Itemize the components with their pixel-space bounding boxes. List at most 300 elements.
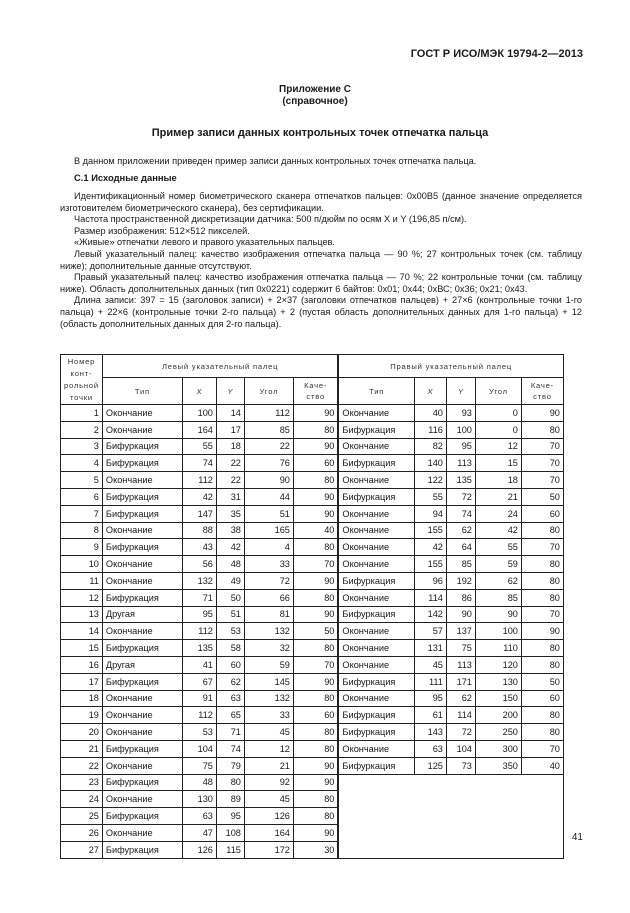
- right-quality-cell: 90: [521, 405, 563, 422]
- left-angle-cell: 21: [244, 757, 293, 774]
- right-angle-cell: 120: [475, 656, 521, 673]
- right-angle-cell: 59: [475, 556, 521, 573]
- left-type-cell: Бифуркация: [102, 539, 182, 556]
- point-number-cell: 18: [61, 690, 103, 707]
- right-quality-cell: 80: [521, 572, 563, 589]
- left-y-cell: 51: [216, 606, 244, 623]
- right-angle-cell: 110: [475, 640, 521, 657]
- left-angle-cell: 51: [244, 505, 293, 522]
- left-quality-cell: 90: [293, 673, 338, 690]
- left-quality-cell: 90: [293, 488, 338, 505]
- right-y-cell: 113: [446, 455, 475, 472]
- left-quality-cell: 80: [293, 472, 338, 489]
- left-angle-cell: 45: [244, 791, 293, 808]
- right-x-cell: 142: [414, 606, 446, 623]
- left-y-cell: 58: [216, 640, 244, 657]
- point-number-cell: 27: [61, 841, 103, 858]
- minutiae-table: [60, 354, 564, 859]
- left-type-cell: Окончание: [102, 707, 182, 724]
- right-type-cell: Окончание: [338, 472, 414, 489]
- right-y-cell: 72: [446, 724, 475, 741]
- point-number-cell: 20: [61, 724, 103, 741]
- paragraph: Правый указательный палец: качество изображения отпечатка пальца — 70 %; 22 контрольные точки (см. таблицу ниже). Область дополнительных данных (тип 0х0221) содержит 6 байтов: 0х01; 0х44; 0хВС; 0х36; 0х21; 0х43.: [60, 272, 582, 294]
- left-quality-cell: 90: [293, 438, 338, 455]
- table-row: [61, 740, 564, 757]
- right-angle-cell: 24: [475, 505, 521, 522]
- left-quality-cell: 90: [293, 757, 338, 774]
- left-y-cell: 80: [216, 774, 244, 791]
- left-y-cell: 14: [216, 405, 244, 422]
- table-row: [61, 505, 564, 522]
- left-angle-cell: 92: [244, 774, 293, 791]
- right-quality-cell: 40: [521, 757, 563, 774]
- point-number-cell: 10: [61, 556, 103, 573]
- right-quality-cell: 80: [521, 656, 563, 673]
- left-type-cell: Бифуркация: [102, 455, 182, 472]
- left-x-cell: 130: [182, 791, 216, 808]
- point-number-cell: 16: [61, 656, 103, 673]
- right-y-cell: 85: [446, 556, 475, 573]
- right-angle-cell: 300: [475, 740, 521, 757]
- body-text: [60, 191, 582, 330]
- right-angle-cell: 200: [475, 707, 521, 724]
- right-y-cell: 90: [446, 606, 475, 623]
- right-quality-cell: 70: [521, 438, 563, 455]
- left-quality-cell: 70: [293, 556, 338, 573]
- right-x-cell: 57: [414, 623, 446, 640]
- right-x-cell: 143: [414, 724, 446, 741]
- right-angle-cell: 250: [475, 724, 521, 741]
- left-type-cell: Другая: [102, 606, 182, 623]
- table-row: [61, 522, 564, 539]
- right-type-cell: Окончание: [338, 405, 414, 422]
- left-y-cell: 48: [216, 556, 244, 573]
- left-angle-cell: 22: [244, 438, 293, 455]
- right-x-cell: 45: [414, 656, 446, 673]
- left-y-cell: 53: [216, 623, 244, 640]
- left-y-cell: 95: [216, 808, 244, 825]
- left-x-cell: 71: [182, 589, 216, 606]
- right-quality-cell: 80: [521, 640, 563, 657]
- left-x-cell: 112: [182, 707, 216, 724]
- right-type-cell: Окончание: [338, 623, 414, 640]
- point-number-cell: 8: [61, 522, 103, 539]
- right-angle-cell: 18: [475, 472, 521, 489]
- right-quality-cell: 90: [521, 623, 563, 640]
- left-x-cell: 88: [182, 522, 216, 539]
- left-x-cell: 75: [182, 757, 216, 774]
- right-quality-cell: 80: [521, 556, 563, 573]
- right-quality-cell: 70: [521, 740, 563, 757]
- left-quality-cell: 70: [293, 656, 338, 673]
- annex-title: Приложение С: [279, 84, 351, 95]
- right-type-cell: Бифуркация: [338, 606, 414, 623]
- left-angle-cell: 45: [244, 724, 293, 741]
- point-number-cell: 14: [61, 623, 103, 640]
- left-x-cell: 95: [182, 606, 216, 623]
- left-y-cell: 65: [216, 707, 244, 724]
- right-quality-cell: 80: [521, 724, 563, 741]
- left-angle-cell: 85: [244, 421, 293, 438]
- header-point-number: Номер конт-рольной точки: [61, 355, 103, 405]
- header-y: Y: [446, 378, 475, 405]
- right-x-cell: 55: [414, 488, 446, 505]
- table-row: [61, 690, 564, 707]
- right-angle-cell: 100: [475, 623, 521, 640]
- right-type-cell: Окончание: [338, 539, 414, 556]
- left-type-cell: Бифуркация: [102, 640, 182, 657]
- point-number-cell: 26: [61, 824, 103, 841]
- left-type-cell: Бифуркация: [102, 438, 182, 455]
- header-y: Y: [216, 378, 244, 405]
- point-number-cell: 22: [61, 757, 103, 774]
- point-number-cell: 9: [61, 539, 103, 556]
- left-type-cell: Другая: [102, 656, 182, 673]
- left-type-cell: Окончание: [102, 690, 182, 707]
- left-quality-cell: 60: [293, 455, 338, 472]
- right-y-cell: 93: [446, 405, 475, 422]
- right-quality-cell: 80: [521, 421, 563, 438]
- table-row: [61, 623, 564, 640]
- left-quality-cell: 80: [293, 791, 338, 808]
- right-y-cell: 73: [446, 757, 475, 774]
- paragraph: Левый указательный палец: качество изображения отпечатка пальца — 90 %; 27 контрольных точек (см. таблицу ниже); дополнительные данные отсутствуют.: [60, 248, 582, 271]
- left-y-cell: 22: [216, 472, 244, 489]
- left-type-cell: Окончание: [102, 405, 182, 422]
- header-quality: Каче-ство: [293, 378, 338, 405]
- header-left-finger: Левый указательный палец: [102, 355, 338, 378]
- point-number-cell: 19: [61, 707, 103, 724]
- right-x-cell: 42: [414, 539, 446, 556]
- right-x-cell: 116: [414, 421, 446, 438]
- right-x-cell: 131: [414, 640, 446, 657]
- left-y-cell: 115: [216, 841, 244, 858]
- right-angle-cell: 62: [475, 572, 521, 589]
- right-type-cell: Окончание: [338, 589, 414, 606]
- left-angle-cell: 32: [244, 640, 293, 657]
- left-type-cell: Бифуркация: [102, 488, 182, 505]
- right-x-cell: 40: [414, 405, 446, 422]
- left-quality-cell: 80: [293, 808, 338, 825]
- left-type-cell: Бифуркация: [102, 505, 182, 522]
- left-y-cell: 108: [216, 824, 244, 841]
- left-type-cell: Окончание: [102, 421, 182, 438]
- left-quality-cell: 80: [293, 724, 338, 741]
- point-number-cell: 21: [61, 740, 103, 757]
- table-row: [61, 472, 564, 489]
- left-x-cell: 41: [182, 656, 216, 673]
- table-row: [61, 421, 564, 438]
- page-title: Пример записи данных контрольных точек отпечатка пальца: [151, 127, 489, 139]
- left-y-cell: 62: [216, 673, 244, 690]
- table-row: [61, 707, 564, 724]
- left-y-cell: 89: [216, 791, 244, 808]
- left-x-cell: 48: [182, 774, 216, 791]
- right-y-cell: 64: [446, 539, 475, 556]
- right-y-cell: 137: [446, 623, 475, 640]
- left-angle-cell: 72: [244, 572, 293, 589]
- paragraph: Размер изображения: 512×512 пикселей.: [74, 225, 250, 236]
- point-number-cell: 4: [61, 455, 103, 472]
- annex-type: (справочное): [282, 96, 348, 107]
- left-x-cell: 55: [182, 438, 216, 455]
- table-row: [61, 673, 564, 690]
- left-y-cell: 35: [216, 505, 244, 522]
- left-angle-cell: 112: [244, 405, 293, 422]
- left-y-cell: 49: [216, 572, 244, 589]
- intro-paragraph: В данном приложении приведен пример записи данных контрольных точек отпечатка пальца.: [74, 156, 477, 166]
- left-x-cell: 100: [182, 405, 216, 422]
- right-angle-cell: 150: [475, 690, 521, 707]
- right-angle-cell: 12: [475, 438, 521, 455]
- table-row: [61, 572, 564, 589]
- paragraph: Идентификационный номер биометрического сканера отпечатков пальцев: 0х00В5 (данное значение определяется изготовителем биометрического сканера), без сертификации.: [60, 191, 582, 213]
- left-type-cell: Окончание: [102, 572, 182, 589]
- left-y-cell: 60: [216, 656, 244, 673]
- right-x-cell: 63: [414, 740, 446, 757]
- left-x-cell: 47: [182, 824, 216, 841]
- left-angle-cell: 33: [244, 556, 293, 573]
- left-angle-cell: 90: [244, 472, 293, 489]
- point-number-cell: 23: [61, 774, 103, 791]
- left-angle-cell: 59: [244, 656, 293, 673]
- right-quality-cell: 50: [521, 488, 563, 505]
- table-row: [61, 438, 564, 455]
- right-x-cell: 125: [414, 757, 446, 774]
- left-angle-cell: 76: [244, 455, 293, 472]
- point-number-cell: 6: [61, 488, 103, 505]
- right-type-cell: Окончание: [338, 656, 414, 673]
- left-angle-cell: 132: [244, 690, 293, 707]
- left-type-cell: Окончание: [102, 522, 182, 539]
- table-row: [61, 556, 564, 573]
- header-angle: Угол: [244, 378, 293, 405]
- right-quality-cell: 50: [521, 673, 563, 690]
- left-x-cell: 42: [182, 488, 216, 505]
- section-heading: С.1 Исходные данные: [74, 172, 177, 183]
- header-type: Тип: [338, 378, 414, 405]
- left-x-cell: 74: [182, 455, 216, 472]
- point-number-cell: 15: [61, 640, 103, 657]
- left-angle-cell: 81: [244, 606, 293, 623]
- left-quality-cell: 50: [293, 623, 338, 640]
- right-type-cell: Бифуркация: [338, 707, 414, 724]
- right-x-cell: 95: [414, 690, 446, 707]
- right-x-cell: 122: [414, 472, 446, 489]
- right-y-cell: 114: [446, 707, 475, 724]
- point-number-cell: 12: [61, 589, 103, 606]
- point-number-cell: 17: [61, 673, 103, 690]
- left-angle-cell: 33: [244, 707, 293, 724]
- table-row: [61, 455, 564, 472]
- point-number-cell: 11: [61, 572, 103, 589]
- left-angle-cell: 165: [244, 522, 293, 539]
- right-angle-cell: 21: [475, 488, 521, 505]
- point-number-cell: 7: [61, 505, 103, 522]
- left-x-cell: 132: [182, 572, 216, 589]
- table-row: [61, 724, 564, 741]
- right-angle-cell: 85: [475, 589, 521, 606]
- left-angle-cell: 44: [244, 488, 293, 505]
- right-y-cell: 62: [446, 690, 475, 707]
- left-x-cell: 67: [182, 673, 216, 690]
- left-quality-cell: 90: [293, 774, 338, 791]
- right-x-cell: 140: [414, 455, 446, 472]
- point-number-cell: 25: [61, 808, 103, 825]
- right-angle-cell: 0: [475, 405, 521, 422]
- left-angle-cell: 132: [244, 623, 293, 640]
- right-x-cell: 96: [414, 572, 446, 589]
- point-number-cell: 1: [61, 405, 103, 422]
- paragraph: Частота пространственной дискретизации датчика: 500 п/дюйм по осям X и Y (196,85 п/см).: [74, 214, 467, 225]
- left-x-cell: 112: [182, 472, 216, 489]
- left-type-cell: Бифуркация: [102, 808, 182, 825]
- point-number-cell: 2: [61, 421, 103, 438]
- header-x: X: [414, 378, 446, 405]
- left-quality-cell: 90: [293, 606, 338, 623]
- left-angle-cell: 126: [244, 808, 293, 825]
- left-x-cell: 104: [182, 740, 216, 757]
- left-quality-cell: 80: [293, 421, 338, 438]
- left-x-cell: 43: [182, 539, 216, 556]
- right-type-cell: Окончание: [338, 438, 414, 455]
- right-y-cell: 74: [446, 505, 475, 522]
- left-type-cell: Окончание: [102, 824, 182, 841]
- left-quality-cell: 80: [293, 589, 338, 606]
- left-type-cell: Окончание: [102, 791, 182, 808]
- right-angle-cell: 90: [475, 606, 521, 623]
- left-y-cell: 71: [216, 724, 244, 741]
- left-type-cell: Бифуркация: [102, 841, 182, 858]
- left-angle-cell: 172: [244, 841, 293, 858]
- header-right-finger: Правый указательный палец: [338, 355, 563, 378]
- paragraph: Длина записи: 397 = 15 (заголовок записи) + 2×37 (заголовки отпечатков пальцев) + 27×6 (контрольные точки 1-го пальца) + 22×6 (контрольные точки 2-го пальца) + 2 (пустая область дополнительных данных для 1-го пальца) + 12 (область дополнительных данных для 2-го пальца).: [60, 295, 582, 329]
- right-y-cell: 75: [446, 640, 475, 657]
- left-angle-cell: 66: [244, 589, 293, 606]
- left-x-cell: 63: [182, 808, 216, 825]
- left-angle-cell: 12: [244, 740, 293, 757]
- left-y-cell: 22: [216, 455, 244, 472]
- left-type-cell: Окончание: [102, 757, 182, 774]
- left-y-cell: 42: [216, 539, 244, 556]
- left-quality-cell: 60: [293, 707, 338, 724]
- right-angle-cell: 15: [475, 455, 521, 472]
- right-y-cell: 95: [446, 438, 475, 455]
- left-quality-cell: 80: [293, 690, 338, 707]
- right-y-cell: 135: [446, 472, 475, 489]
- right-angle-cell: 55: [475, 539, 521, 556]
- left-type-cell: Окончание: [102, 623, 182, 640]
- right-quality-cell: 60: [521, 690, 563, 707]
- left-x-cell: 91: [182, 690, 216, 707]
- header-angle: Угол: [475, 378, 521, 405]
- table-row: [61, 405, 564, 422]
- left-y-cell: 38: [216, 522, 244, 539]
- left-type-cell: Окончание: [102, 724, 182, 741]
- left-y-cell: 74: [216, 740, 244, 757]
- right-quality-cell: 70: [521, 539, 563, 556]
- left-type-cell: Бифуркация: [102, 774, 182, 791]
- table-row: [61, 656, 564, 673]
- left-y-cell: 31: [216, 488, 244, 505]
- left-x-cell: 164: [182, 421, 216, 438]
- left-quality-cell: 30: [293, 841, 338, 858]
- right-type-cell: Бифуркация: [338, 421, 414, 438]
- left-quality-cell: 90: [293, 405, 338, 422]
- left-type-cell: Бифуркация: [102, 740, 182, 757]
- left-type-cell: Бифуркация: [102, 589, 182, 606]
- right-type-cell: Окончание: [338, 556, 414, 573]
- left-x-cell: 53: [182, 724, 216, 741]
- right-quality-cell: 70: [521, 606, 563, 623]
- left-x-cell: 135: [182, 640, 216, 657]
- right-y-cell: 86: [446, 589, 475, 606]
- right-quality-cell: 60: [521, 505, 563, 522]
- left-type-cell: Окончание: [102, 472, 182, 489]
- right-type-cell: Окончание: [338, 522, 414, 539]
- point-number-cell: 24: [61, 791, 103, 808]
- empty-right-cell: [338, 774, 563, 858]
- right-type-cell: Окончание: [338, 640, 414, 657]
- right-quality-cell: 80: [521, 589, 563, 606]
- page-number: 41: [571, 832, 583, 843]
- right-quality-cell: 80: [521, 707, 563, 724]
- table-row: [61, 606, 564, 623]
- left-y-cell: 79: [216, 757, 244, 774]
- right-angle-cell: 0: [475, 421, 521, 438]
- header-quality: Каче-ство: [521, 378, 563, 405]
- right-x-cell: 94: [414, 505, 446, 522]
- right-quality-cell: 70: [521, 455, 563, 472]
- left-quality-cell: 80: [293, 640, 338, 657]
- right-quality-cell: 80: [521, 522, 563, 539]
- point-number-cell: 13: [61, 606, 103, 623]
- right-angle-cell: 350: [475, 757, 521, 774]
- table-row: [61, 539, 564, 556]
- left-angle-cell: 145: [244, 673, 293, 690]
- left-y-cell: 18: [216, 438, 244, 455]
- right-angle-cell: 42: [475, 522, 521, 539]
- left-x-cell: 112: [182, 623, 216, 640]
- point-number-cell: 3: [61, 438, 103, 455]
- left-x-cell: 126: [182, 841, 216, 858]
- right-quality-cell: 70: [521, 472, 563, 489]
- left-angle-cell: 4: [244, 539, 293, 556]
- table-row: [61, 774, 564, 791]
- right-y-cell: 100: [446, 421, 475, 438]
- left-y-cell: 50: [216, 589, 244, 606]
- right-x-cell: 82: [414, 438, 446, 455]
- left-quality-cell: 40: [293, 522, 338, 539]
- right-type-cell: Бифуркация: [338, 673, 414, 690]
- left-quality-cell: 90: [293, 824, 338, 841]
- header-type: Тип: [102, 378, 182, 405]
- right-x-cell: 111: [414, 673, 446, 690]
- right-angle-cell: 130: [475, 673, 521, 690]
- left-quality-cell: 80: [293, 539, 338, 556]
- right-y-cell: 72: [446, 488, 475, 505]
- right-type-cell: Бифуркация: [338, 757, 414, 774]
- right-type-cell: Бифуркация: [338, 724, 414, 741]
- right-y-cell: 62: [446, 522, 475, 539]
- left-y-cell: 17: [216, 421, 244, 438]
- right-type-cell: Окончание: [338, 505, 414, 522]
- table-body: [61, 405, 564, 859]
- paragraph: «Живые» отпечатки левого и правого указательных пальцев.: [74, 237, 335, 248]
- right-y-cell: 104: [446, 740, 475, 757]
- right-x-cell: 155: [414, 522, 446, 539]
- right-type-cell: Бифуркация: [338, 488, 414, 505]
